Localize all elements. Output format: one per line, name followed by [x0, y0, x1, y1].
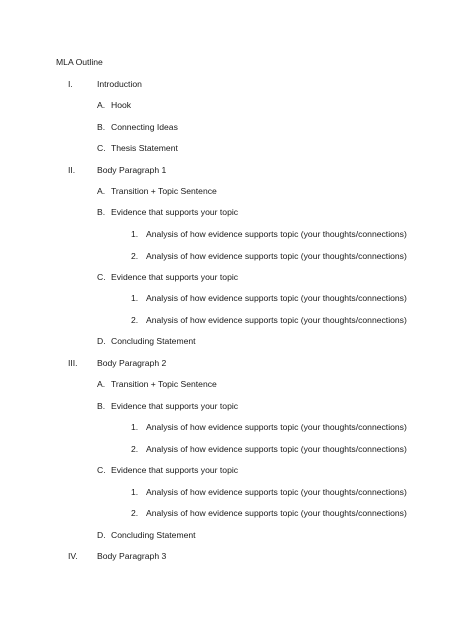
subitem-number: 1. — [131, 422, 139, 432]
subitem-text: Analysis of how evidence supports topic (your thoughts/connections) — [146, 293, 407, 303]
section-heading: Body Paragraph 1 — [97, 165, 167, 175]
item-text: Evidence that supports your topic — [111, 465, 239, 475]
item-letter: A. — [97, 100, 106, 110]
subitem-text: Analysis of how evidence supports topic (your thoughts/connections) — [146, 422, 407, 432]
subitem-number: 2. — [131, 508, 139, 518]
subitem-number: 1. — [131, 487, 139, 497]
section-heading: Introduction — [97, 79, 142, 89]
item-letter: A. — [97, 379, 106, 389]
subitem-text: Analysis of how evidence supports topic (your thoughts/connections) — [146, 487, 407, 497]
item-letter: C. — [97, 143, 106, 153]
subitem-text: Analysis of how evidence supports topic (your thoughts/connections) — [146, 444, 407, 454]
subitem-number: 2. — [131, 444, 139, 454]
subitem-number: 2. — [131, 315, 139, 325]
subitem-number: 1. — [131, 229, 139, 239]
item-letter: A. — [97, 186, 106, 196]
section-numeral: I. — [68, 79, 73, 89]
subitem-number: 2. — [131, 251, 139, 261]
section-heading: Body Paragraph 2 — [97, 358, 167, 368]
section-heading: Body Paragraph 3 — [97, 551, 167, 561]
item-text: Connecting Ideas — [111, 122, 178, 132]
subitem-text: Analysis of how evidence supports topic (your thoughts/connections) — [146, 251, 407, 261]
item-text: Evidence that supports your topic — [111, 207, 239, 217]
item-text: Transition + Topic Sentence — [111, 186, 217, 196]
item-letter: B. — [97, 401, 106, 411]
item-text: Concluding Statement — [111, 336, 196, 346]
item-text: Evidence that supports your topic — [111, 272, 239, 282]
document-title: MLA Outline — [56, 57, 103, 67]
section-numeral: II. — [68, 165, 76, 175]
subitem-number: 1. — [131, 293, 139, 303]
item-letter: D. — [97, 530, 106, 540]
item-text: Concluding Statement — [111, 530, 196, 540]
subitem-text: Analysis of how evidence supports topic (your thoughts/connections) — [146, 315, 407, 325]
item-text: Transition + Topic Sentence — [111, 379, 217, 389]
item-text: Thesis Statement — [111, 143, 178, 153]
item-letter: C. — [97, 272, 106, 282]
item-letter: C. — [97, 465, 106, 475]
item-text: Hook — [111, 100, 132, 110]
item-letter: B. — [97, 207, 106, 217]
item-text: Evidence that supports your topic — [111, 401, 239, 411]
item-letter: B. — [97, 122, 106, 132]
subitem-text: Analysis of how evidence supports topic (your thoughts/connections) — [146, 508, 407, 518]
item-letter: D. — [97, 336, 106, 346]
subitem-text: Analysis of how evidence supports topic (your thoughts/connections) — [146, 229, 407, 239]
section-numeral: III. — [68, 358, 78, 368]
section-numeral: IV. — [68, 551, 78, 561]
